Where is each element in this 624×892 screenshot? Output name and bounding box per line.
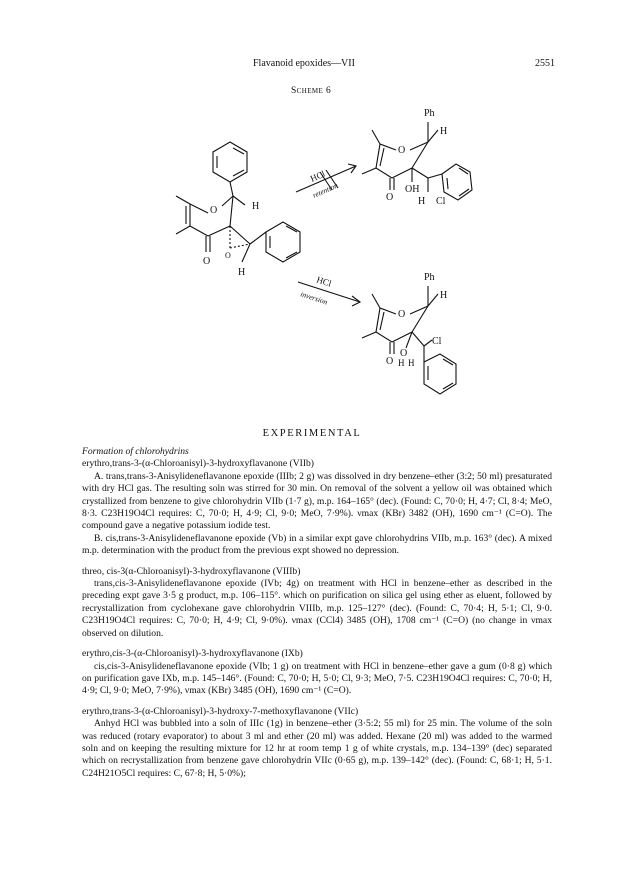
- atom-label: O: [225, 251, 231, 260]
- chlorohydrin-inversion-structure: [362, 286, 456, 394]
- epoxide-structure: [176, 142, 300, 262]
- atom-label: O: [210, 205, 218, 216]
- atom-label: H: [440, 290, 448, 301]
- procedure-paragraph: cis,cis-3-Anisylideneflavanone epoxide (VIb; 1 g) on treatment with HCl in benzene–ether gave a gum (0·8 g) which on purification gave IXb, m.p. 145–146°. (Found: C, 70·0; H, 5·0; Cl, 9·3; MeO, 7·5. C23H19O4Cl requires: C, 70·0; H, 4·9; Cl, 9·0; MeO, 7·9%), νmax (KBr) 3485 (OH), 1690 cm⁻¹ (C=O).: [82, 660, 552, 697]
- atom-label: Cl: [436, 196, 446, 207]
- section-title: EXPERIMENTAL: [262, 428, 362, 439]
- subsection-title: Formation of chlorohydrins: [82, 446, 189, 457]
- atom-label: O: [398, 309, 406, 320]
- atom-label: O: [203, 256, 211, 267]
- scheme-number: 6: [325, 86, 332, 96]
- atom-label: H: [398, 358, 405, 368]
- compound-heading: threo, cis-3(α-Chloroanisyl)-3-hydroxyflavanone (VIIIb): [82, 565, 301, 577]
- top-arrow-reagent: HCl: [308, 168, 327, 184]
- procedure-paragraph: Anhyd HCl was bubbled into a soln of IIIc (1g) in benzene–ether (3·5:2; 55 ml) for 25 min. The volume of the soln was reduced (rotary evaporator) to about 3 ml and ether (20 ml) was added. Hexane (20 ml) was added to the warmed soln and on keeping the resulting mixture for 12 hr at room temp 1 g of white crystals, m.p. 134–139° (dec) separated which on recrystallization from benzene gave chlorohydrin VIIc (0·65 g), m.p. 139–142° (dec). (Found: C, 68·1; H, 5·1. C24H21O5Cl requires: C, 67·8; H, 5·0%);: [82, 718, 552, 779]
- phenyl-ring: [266, 222, 300, 262]
- atom-label: H: [408, 358, 415, 368]
- compound-heading: erythro,trans-3-(α-Chloroanisyl)-3-hydroxyflavanone (VIIb): [82, 458, 315, 470]
- atom-label: H: [418, 196, 426, 207]
- running-title: Flavanoid epoxides—VII: [253, 58, 355, 69]
- procedure-paragraph: A. trans,trans-3-Anisylideneflavanone epoxide (IIIb; 2 g) was dissolved in dry benzene–ether (3:2; 50 ml) presaturated with dry HCl gas. The resulting soln was stirred for 30 min. On removal of the solvent a yellow oil was obtained which crystallized from benzene to give chlorohydrin VIIb (1·7 g), m.p. 164–165° (dec). (Found: C, 70·0; H, 4·7; Cl, 8·4; MeO, 8·3. C23H19O4Cl requires: C, 70·0; H, 4·9; Cl, 9·0; MeO, 7·9%). νmax (KBr) 3482 (OH), 1690 cm⁻¹ (C=O). The compound gave a negative potassium iodide test.: [82, 470, 552, 532]
- compound-heading: erythro,cis-3-(α-Chloroanisyl)-3-hydroxyflavanone (IXb): [82, 648, 303, 660]
- compound-heading: erythro,trans-3-(α-Chloroanisyl)-3-hydroxy-7-methoxyflavanone (VIIc): [82, 705, 359, 717]
- phenyl-ring: [424, 354, 456, 394]
- atom-label: O: [386, 192, 394, 203]
- phenyl-ring: [442, 164, 472, 200]
- atom-label: Ph: [424, 272, 435, 283]
- atom-label: O: [386, 356, 394, 367]
- atom-label: H: [252, 201, 260, 212]
- atom-label: Cl: [432, 336, 442, 347]
- phenyl-ring: [213, 142, 247, 182]
- atom-label: H: [238, 267, 246, 278]
- bottom-arrow-reagent: HCl: [315, 274, 333, 289]
- atom-label: H: [440, 126, 448, 137]
- atom-label: O: [400, 348, 408, 359]
- top-arrow-condition: retention: [311, 180, 340, 200]
- procedure-paragraph: B. cis,trans-3-Anisylideneflavanone epoxide (Vb) in a similar expt gave chlorohydrins VIIb, m.p. 163° (dec). A mixed m.p. determination with the product from the previous expt showed no depression.: [82, 532, 552, 557]
- reaction-scheme-diagram: [0, 0, 624, 420]
- atom-label: Ph: [424, 108, 435, 119]
- experimental-body: [82, 446, 552, 780]
- page-number: 2551: [535, 58, 555, 69]
- atom-label: OH: [405, 184, 420, 195]
- atom-label: O: [398, 145, 406, 156]
- procedure-paragraph: trans,cis-3-Anisylideneflavanone epoxide (IVb; 4g) on treatment with HCl in benzene–ether as described in the preceding expt gave 3·5 g product, m.p. 106–115°. which on purification on silica gel using ether as eluent, followed by recrystallization from cyclohexane gave chlorohydrin VIIIb, m.p. 125–127° (dec). (Found: C, 70·4; H, 5·1; Cl, 9·0. C23H19O4Cl requires: C, 70·0; H, 4·9; Cl, 9·0%). νmax (CCl4) 3485 (OH), 1708 cm⁻¹ (C=O) (no change in νmax observed on dilution.: [82, 578, 552, 639]
- bottom-arrow-condition: inversion: [299, 289, 329, 307]
- scheme-word: Scheme: [291, 86, 324, 96]
